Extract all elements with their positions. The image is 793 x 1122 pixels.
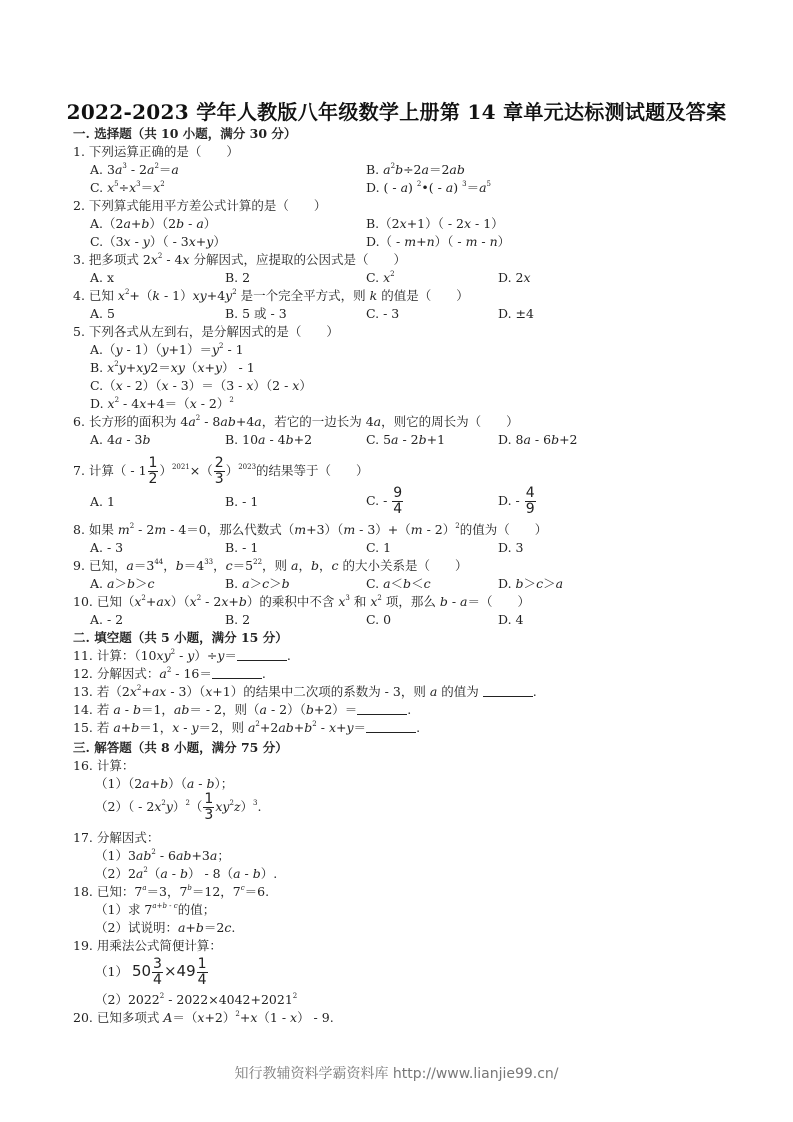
- question-16-stem: 16. 计算：: [73, 758, 135, 773]
- q7-option-b: B. - 1: [225, 494, 259, 509]
- q10-option-c: C. 0: [366, 612, 392, 627]
- page-footer-watermark: 知行教辅资料学霸资料库 http://www.lianjie99.cn/: [234, 1066, 559, 1082]
- answer-blank[interactable]: [357, 702, 407, 715]
- q6-option-d: D. 8a - 6b+2: [498, 432, 578, 447]
- q1-option-a: A. $3a^3 - 2a^2=a$: [90, 162, 179, 177]
- question-6-stem: 6. 长方形的面积为 $4a^2 - 8ab+4a$，若它的一边长为 4a，则它的周长为（ ）: [73, 414, 519, 429]
- q1-option-b: B. $a^2b\div 2a=2ab$: [366, 162, 465, 177]
- q5-option-a: $A.(y - 1)(y+1)=y^2 - 1$: [90, 342, 244, 357]
- question-8-stem: 8. 如果 $m^2 - 2m - 4=0$，那么代数式（m+3）（m - 3）+（m - 2）$^2$的值为（ ）: [73, 522, 548, 537]
- q3-option-d: D. 2x: [498, 270, 531, 285]
- answer-blank[interactable]: [366, 720, 416, 733]
- question-11: 11. 计算：$(10xy^2 - y)\div y=$ .: [73, 648, 291, 663]
- q4-option-c: C. - 3: [366, 306, 400, 321]
- q19-part-1: （1） 50 $\frac{3}{4}$ ×49 $\frac{1}{4}$: [95, 956, 207, 988]
- section-heading-answer: 三. 解答题（共 8 小题，满分 75 分）: [73, 740, 288, 755]
- question-13: 13. 若$(2x^2+ax - 3)(x+1)$的结果中二次项的系数为 - 3，则 a 的值为 .: [73, 684, 537, 699]
- q5-option-d: D. $x^2 - 4x+4=(x - 2)^2$: [90, 396, 234, 411]
- q8-option-d: D. 3: [498, 540, 524, 555]
- q1-option-d: D. ( - a) $^2$•( - a) $^3=a^5$: [366, 180, 491, 195]
- question-18-stem: 18. 已知：$7^a=3$，$7^b=12$，$7^c=6$.: [73, 884, 270, 899]
- q2-option-d: D.（ - m+n）（ - m - n）: [366, 234, 511, 249]
- question-3-stem: 3. 把多项式 $2x^2 - 4x$ 分解因式，应提取的公因式是（ ）: [73, 252, 407, 267]
- question-14: 14. 若 a - b＝1，ab＝ - 2，则（a - 2）（b+2）＝ .: [73, 702, 412, 717]
- q18-part-1: （1）求 $7^{a+b - c}$的值；: [95, 902, 216, 917]
- document-title: 2022-2023 学年人教版八年级数学上册第 14 章单元达标测试题及答案: [66, 100, 727, 124]
- answer-blank[interactable]: [237, 648, 287, 661]
- q2-option-c: C.（3x - y）（ - 3x+y）: [90, 234, 226, 249]
- fraction-one-half: $\frac{1}{2}$: [148, 455, 158, 487]
- q7-option-d: D. - $\frac{4}{9}$: [498, 485, 535, 517]
- answer-blank[interactable]: [212, 666, 262, 679]
- q17-part-2: $(2)2a^2(a - b) - 8(a - b)$.: [95, 866, 278, 881]
- q6-option-a: A. 4a - 3b: [90, 432, 151, 447]
- q18-part-2: （2）试说明：a+b＝2c.: [95, 920, 236, 935]
- q5-option-c: C.（x - 2）（x - 3）＝（3 - x）（2 - x）: [90, 378, 312, 393]
- q4-option-b: B. 5 或 - 3: [225, 306, 287, 321]
- section-heading-choice: 一. 选择题（共 10 小题，满分 30 分）: [73, 126, 297, 141]
- question-12: 12. 分解因式：$a^2 - 16=$ .: [73, 666, 266, 681]
- q3-option-b: B. 2: [225, 270, 251, 285]
- q17-part-1: $(1)3ab^2 - 6ab+3a$；: [95, 848, 230, 863]
- q9-option-b: B. a＞c＞b: [225, 576, 290, 591]
- q16-part-2: $(2)( - 2x^2y)^2$（ $\frac{1}{3}$ $xy^2z)^3$.: [95, 791, 262, 823]
- q8-option-c: C. 1: [366, 540, 392, 555]
- question-17-stem: 17. 分解因式：: [73, 830, 160, 845]
- q8-option-a: A. - 3: [90, 540, 124, 555]
- q10-option-a: A. - 2: [90, 612, 124, 627]
- question-4-stem: 4. 已知 $x^2+(k - 1)xy+4y^2$ 是一个完全平方式，则 k 的值是（ ）: [73, 288, 469, 303]
- q3-option-a: A. x: [90, 270, 115, 285]
- question-5-stem: 5. 下列各式从左到右，是分解因式的是（ ）: [73, 324, 339, 339]
- q7-option-a: A. 1: [90, 494, 115, 509]
- question-15: 15. 若 a+b＝1，x - y＝2，则 $a^2+2ab+b^2 - x+y=$ .: [73, 720, 421, 735]
- fraction-two-thirds: $\frac{2}{3}$: [214, 455, 224, 487]
- question-10-stem: 10. 已知$(x^2+ax)(x^2 - 2x+b)$的乘积中不含 $x^3$ 和 $x^2$ 项，那么 b - a＝（ ）: [73, 594, 530, 609]
- q9-option-c: C. a＜b＜c: [366, 576, 431, 591]
- q4-option-d: D. ±4: [498, 306, 534, 321]
- q5-option-b: B. $x^2y+xy2=xy(x+y) - 1$: [90, 360, 255, 375]
- q9-option-a: A. a＞b＞c: [90, 576, 155, 591]
- q6-option-c: C. 5a - 2b+1: [366, 432, 446, 447]
- section-heading-fill: 二. 填空题（共 5 小题，满分 15 分）: [73, 630, 288, 645]
- question-7-stem: 7. 计算（ - 1 $\frac{1}{2}$ ）$^{2021}$×（ $\frac{2}{3}$ ）$^{2023}$的结果等于（ ）: [73, 455, 369, 487]
- question-1-stem: 1. 下列运算正确的是（ ）: [73, 144, 239, 159]
- q8-option-b: B. - 1: [225, 540, 259, 555]
- q7-option-c: C. - $\frac{9}{4}$: [366, 485, 403, 517]
- q4-option-a: A. 5: [90, 306, 115, 321]
- question-2-stem: 2. 下列算式能用平方差公式计算的是（ ）: [73, 198, 327, 213]
- q16-part-1: （1）（2a+b）（a - b）；: [95, 776, 234, 791]
- question-20-stem: 20. 已知多项式 $A=(x+2)^2+x(1 - x) - 9$.: [73, 1010, 334, 1025]
- question-9-stem: 9. 已知，$a=3^{44}$，$b=4^{33}$，$c=5^{22}$，则 a，b，c 的大小关系是（ ）: [73, 558, 468, 573]
- answer-blank[interactable]: [483, 684, 533, 697]
- q9-option-d: D. b＞c＞a: [498, 576, 564, 591]
- question-19-stem: 19. 用乘法公式简便计算：: [73, 938, 222, 953]
- q19-part-2: $(2)2022^2 - 2022\times 4042+2021^2$: [95, 992, 298, 1007]
- q10-option-b: B. 2: [225, 612, 251, 627]
- q2-option-a: A.（2a+b）（2b - a）: [90, 216, 217, 231]
- q2-option-b: B.（2x+1）（ - 2x - 1）: [366, 216, 504, 231]
- q1-option-c: C. $x^5\div x^3=x^2$: [90, 180, 165, 195]
- q6-option-b: B. 10a - 4b+2: [225, 432, 313, 447]
- q10-option-d: D. 4: [498, 612, 524, 627]
- q3-option-c: C. $x^2$: [366, 270, 395, 285]
